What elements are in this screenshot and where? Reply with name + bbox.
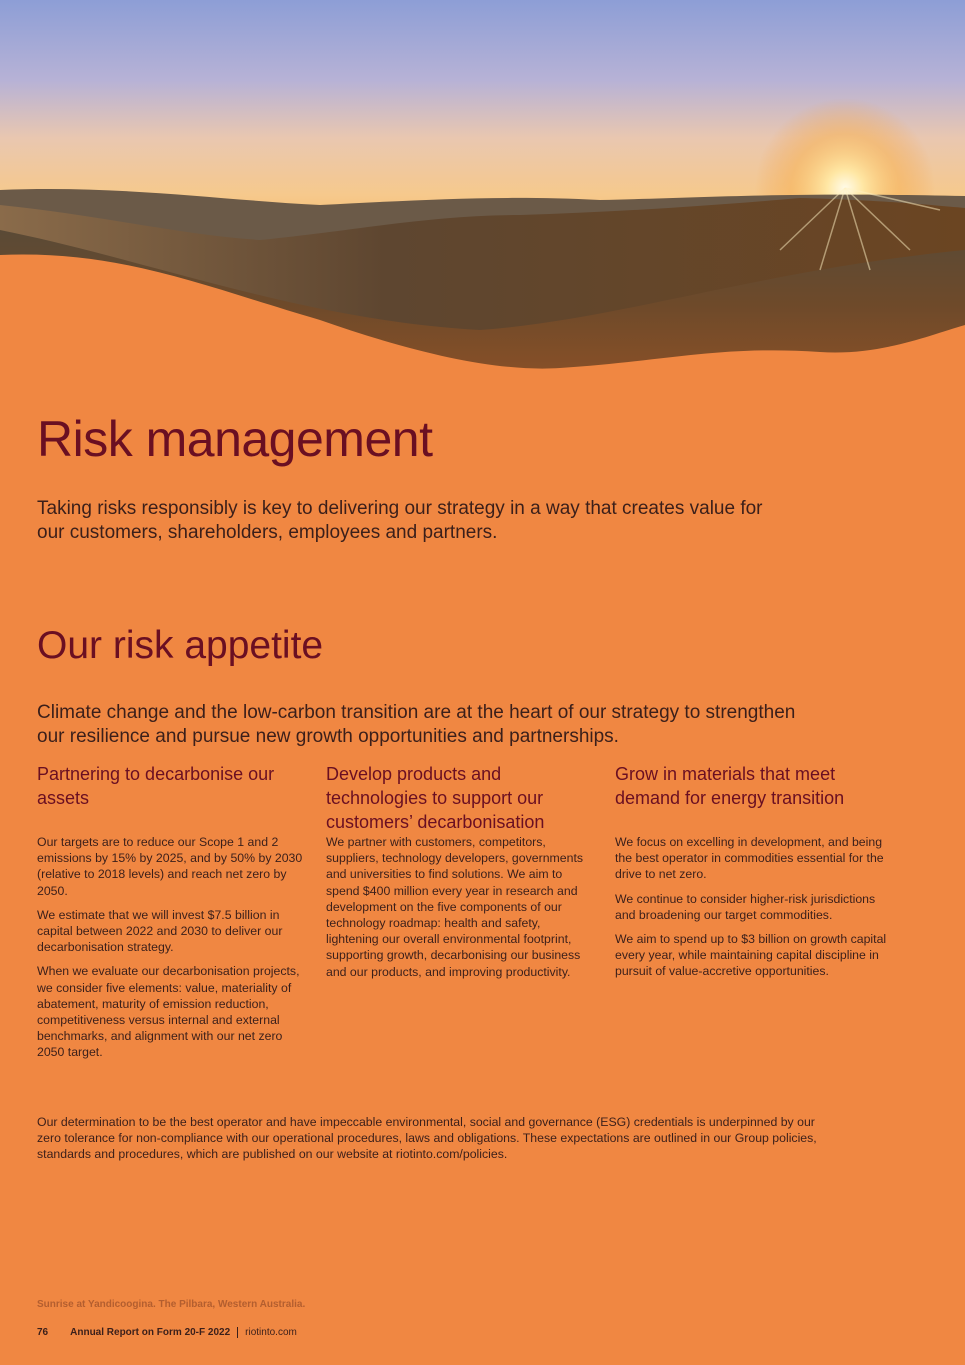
photo-caption: Sunrise at Yandicoogina. The Pilbara, Western Australia. [37, 1299, 306, 1310]
page-number: 76 [37, 1327, 49, 1338]
section-lead-text: Climate change and the low-carbon transition are at the heart of our strategy to strengthen our resilience and pursue new growth opportunities and partnerships. [37, 702, 796, 747]
column-paragraph: We aim to spend up to $3 billion on growth capital every year, while maintaining capital discipline in pursuit of value-accretive opportunities. [615, 932, 887, 979]
column-heading: Develop products and technologies to support our customers’ decarbonisation [326, 764, 545, 832]
column-heading: Grow in materials that meet demand for energy transition [615, 764, 845, 808]
website-link[interactable]: riotinto.com [245, 1327, 297, 1338]
column-paragraph: Our targets are to reduce our Scope 1 and 2 emissions by 15% by 2025, and by 50% by 2030 (relative to 2018 levels) and reach net zero by 2050. [37, 835, 303, 898]
intro-text: Taking risks responsibly is key to delivering our strategy in a way that creates value for our customers, shareholders, employees and partners. [37, 498, 763, 543]
column-products-technologies [326, 762, 594, 988]
hero-landscape-photo [0, 0, 965, 380]
section-heading-risk-appetite: Our risk appetite [37, 624, 324, 667]
closing-statement: Our determination to be the best operator and have impeccable environmental, social and governance (ESG) credentials is underpinned by our zero tolerance for non-compliance with our operational procedures, laws and obligations. These expectations are outlined in our Group policies, standards and procedures, which are published on our website at riotinto.com/policies. [37, 1115, 817, 1162]
page-footer [37, 1327, 297, 1338]
column-paragraph: We focus on excelling in development, and being the best operator in commodities essential for the drive to net zero. [615, 835, 884, 882]
column-energy-transition-materials [615, 762, 893, 988]
page-title: Risk management [37, 411, 433, 467]
column-paragraph: We estimate that we will invest $7.5 billion in capital between 2022 and 2030 to deliver our decarbonisation strategy. [37, 907, 283, 955]
column-heading: Partnering to decarbonise our assets [37, 764, 275, 808]
footer-divider [237, 1327, 238, 1338]
column-paragraph: We partner with customers, competitors, suppliers, technology developers, governments and universities to find solutions. We aim to spend $400 million every year in research and development on the five components of our technology roadmap: health and safety, lightening our overall environmental footprint, supporting growth, decarbonising our business and our products, and improving productivity. [326, 835, 584, 979]
column-decarbonise-assets [37, 762, 305, 1069]
column-paragraph: When we evaluate our decarbonisation projects, we consider five elements: value, materiality of abatement, maturity of emission reduction, competitiveness versus internal and external benchmarks, and alignment with our net zero 2050 target. [37, 964, 300, 1060]
report-name: Annual Report on Form 20-F 2022 [70, 1327, 231, 1338]
column-paragraph: We continue to consider higher-risk jurisdictions and broadening our target commodities. [615, 891, 876, 922]
